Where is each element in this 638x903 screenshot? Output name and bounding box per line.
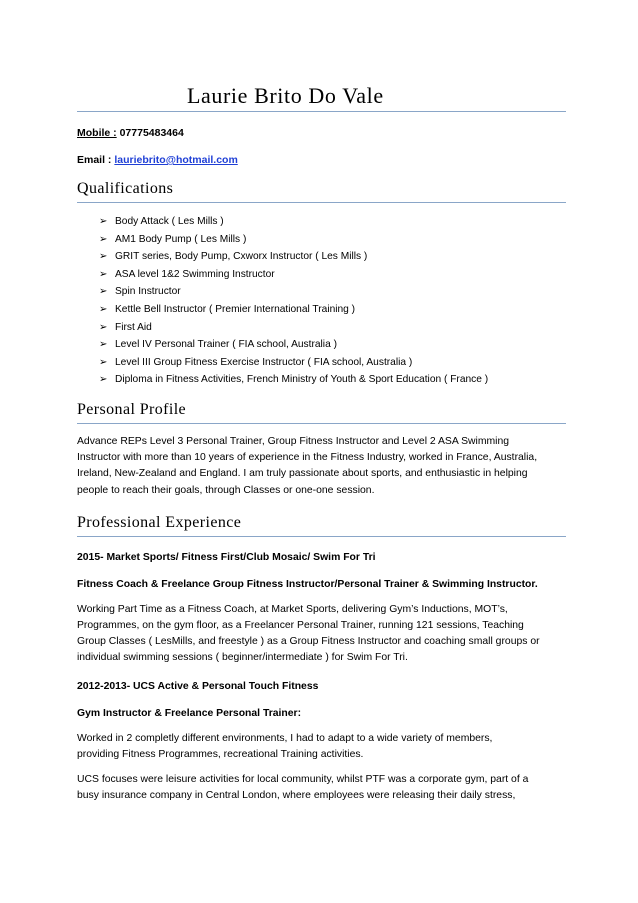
list-item: ➢ GRIT series, Body Pump, Cxworx Instructor ( Les Mills ) [99,248,566,266]
list-item: ➢ Spin Instructor [99,283,566,301]
list-item: ➢ First Aid [99,319,566,337]
email-label: Email : [77,154,112,166]
list-item: ➢ AM1 Body Pump ( Les Mills ) [99,231,566,249]
divider [77,423,566,424]
arrow-bullet-icon: ➢ [99,286,108,298]
job-description: Worked in 2 completly different environments, I had to adapt to a wide variety of members, providing Fitness Programmes, recreational Training activities. [77,732,493,760]
arrow-bullet-icon: ➢ [99,303,108,315]
job-role: Fitness Coach & Freelance Group Fitness Instructor/Personal Trainer & Swimming Instructor. [77,578,538,590]
arrow-bullet-icon: ➢ [99,374,108,386]
arrow-bullet-icon: ➢ [99,321,108,333]
divider [77,202,566,203]
list-item: ➢ Level IV Personal Trainer ( FIA school, Australia ) [99,336,566,354]
profile-paragraph: Advance REPs Level 3 Personal Trainer, Group Fitness Instructor and Level 2 ASA Swimming Instructor with more than 10 years of experience in the Fitness Industry, worked in France, Australia, Ireland, New-Zealand and England. I am truly passionate about sports, and enthusiastic in helping people to reach their goals, through Classes or one-one session. [77,435,538,496]
arrow-bullet-icon: ➢ [99,216,108,227]
list-item: ➢ Body Attack ( Les Mills ) [99,213,566,231]
mobile-line [77,126,566,140]
job-title: 2015- Market Sports/ Fitness First/Club Mosaic/ Swim For Tri [77,551,376,563]
divider [77,536,566,537]
arrow-bullet-icon: ➢ [99,251,108,263]
divider [77,111,566,112]
professional-experience-heading: Professional Experience [77,513,242,531]
list-item: ➢ Kettle Bell Instructor ( Premier International Training ) [99,301,566,319]
arrow-bullet-icon: ➢ [99,268,108,280]
email-link[interactable]: lauriebrito@hotmail.com [114,154,238,166]
job-title: 2012-2013- UCS Active & Personal Touch Fitness [77,680,319,692]
personal-profile-heading: Personal Profile [77,400,187,418]
qualifications-list [77,213,566,389]
arrow-bullet-icon: ➢ [99,356,108,368]
list-item: ➢ ASA level 1&2 Swimming Instructor [99,266,566,284]
mobile-label: Mobile : [77,127,117,139]
job-description: UCS focuses were leisure activities for local community, whilst PTF was a corporate gym, part of a busy insurance company in Central London, where employees were releasing their daily stress, [77,773,529,802]
arrow-bullet-icon: ➢ [99,233,108,245]
list-item: ➢ Diploma in Fitness Activities, French Ministry of Youth & Sport Education ( France ) [99,371,566,389]
job-description: Working Part Time as a Fitness Coach, at Market Sports, delivering Gym’s Inductions, MOT’s, Programmes, on the gym floor, as a Freelancer Personal Trainer, running 121 sessions, Teaching Group Classes ( LesMills, and freestyle ) as a Group Fitness Instructor and coaching small groups or individual swimming sessions ( beginner/intermediate ) for Swim For Tri. [77,603,540,664]
email-line [77,153,566,167]
job-role: Gym Instructor & Freelance Personal Trainer: [77,707,302,719]
mobile-value: 07775483464 [116,127,184,139]
qualifications-heading: Qualifications [77,180,174,197]
arrow-bullet-icon: ➢ [99,339,108,351]
candidate-name: Laurie Brito Do Vale [187,83,384,108]
list-item: ➢ Level III Group Fitness Exercise Instructor ( FIA school, Australia ) [99,354,566,372]
